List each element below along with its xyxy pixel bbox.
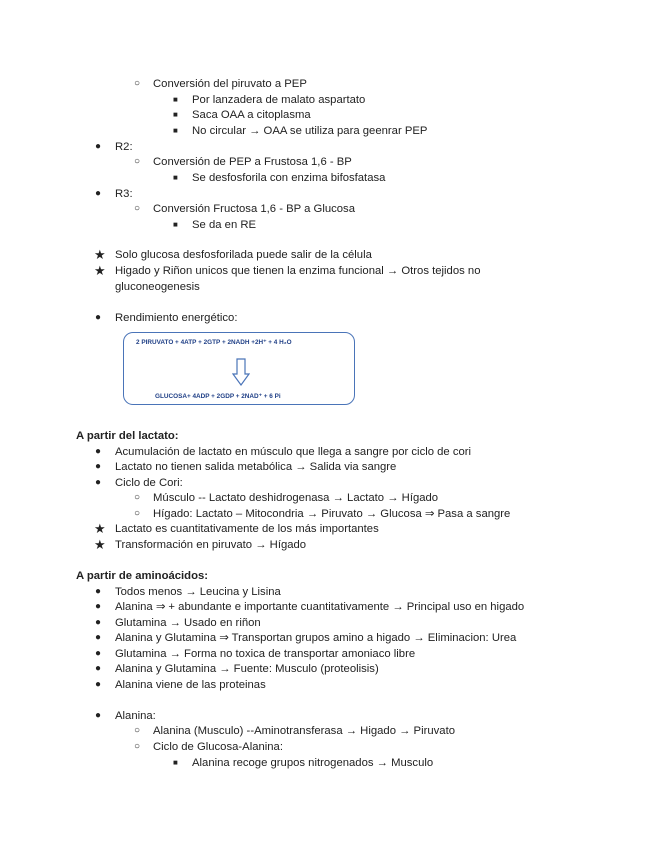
list-bullet: ●: [95, 141, 102, 152]
list-item-text: Solo glucosa desfosforilada puede salir de la célula: [115, 249, 372, 261]
diagram-products: GLUCOSA+ 4ADP + 2GDP + 2NAD⁺ + 6 Pi: [155, 393, 281, 400]
list-bullet: ○: [134, 741, 141, 752]
list-item-text: Lactato es cuantitativamente de los más importantes: [115, 523, 379, 535]
list-bullet: ●: [95, 586, 102, 597]
list-item-text: Conversión de PEP a Frustosa 1,6 - BP: [153, 156, 352, 168]
list-item-text: Higado y Riñon unicos que tienen la enzima funcional → Otros tejidos no: [115, 265, 481, 277]
list-bullet: ●: [95, 312, 102, 323]
section-heading-lactato: A partir del lactato:: [76, 430, 179, 442]
list-item-text-continued: gluconeogenesis: [115, 281, 200, 293]
list-bullet: ○: [134, 78, 141, 89]
list-item-text: Alanina:: [115, 710, 156, 722]
list-item-text: Hígado: Lactato – Mitocondria → Piruvato → Glucosa ⇒ Pasa a sangre: [153, 508, 511, 520]
down-arrow-icon: [232, 358, 250, 386]
list-bullet: ○: [134, 725, 141, 736]
list-item-text: Lactato no tienen salida metabólica → Salida via sangre: [115, 461, 397, 473]
star-bullet: ★: [94, 263, 106, 278]
list-item-text: Rendimiento energético:: [115, 312, 238, 324]
list-item-text: R2:: [115, 141, 133, 153]
star-bullet: ★: [94, 537, 106, 552]
list-item-text: Músculo -- Lactato deshidrogenasa → Lactato → Hígado: [153, 492, 439, 504]
list-item-text: No circular → OAA se utiliza para geenrar PEP: [192, 125, 428, 137]
list-bullet: ■: [173, 126, 178, 135]
list-bullet: ●: [95, 648, 102, 659]
list-item-text: Transformación en piruvato → Hígado: [115, 539, 307, 551]
list-item-text: Conversión del piruvato a PEP: [153, 78, 307, 90]
list-item-text: Alanina ⇒ + abundante e importante cuantitativamente → Principal uso en higado: [115, 601, 525, 613]
list-item-text: Alanina viene de las proteinas: [115, 679, 266, 691]
list-item-text: Glutamina → Forma no toxica de transportar amoniaco libre: [115, 648, 416, 660]
list-bullet: ○: [134, 492, 141, 503]
list-bullet: ○: [134, 203, 141, 214]
list-bullet: ●: [95, 710, 102, 721]
list-item-text: Alanina y Glutamina ⇒ Transportan grupos amino a higado → Eliminacion: Urea: [115, 632, 517, 644]
list-bullet: ■: [173, 220, 178, 229]
list-bullet: ○: [134, 156, 141, 167]
list-bullet: ●: [95, 446, 102, 457]
list-bullet: ●: [95, 663, 102, 674]
list-bullet: ■: [173, 110, 178, 119]
diagram-reactants: 2 PIRUVATO + 4ATP + 2GTP + 2NADH +2H⁺ + 4 H₂O: [136, 339, 292, 346]
list-item-text: Ciclo de Glucosa-Alanina:: [153, 741, 283, 753]
list-item-text: Por lanzadera de malato aspartato: [192, 94, 366, 106]
list-item-text: Saca OAA a citoplasma: [192, 109, 311, 121]
list-item-text: Alanina recoge grupos nitrogenados → Musculo: [192, 757, 434, 769]
list-bullet: ■: [173, 95, 178, 104]
star-bullet: ★: [94, 521, 106, 536]
star-bullet: ★: [94, 247, 106, 262]
list-item-text: Todos menos → Leucina y Lisina: [115, 586, 281, 598]
list-item-text: Glutamina → Usado en riñon: [115, 617, 261, 629]
list-bullet: ○: [134, 508, 141, 519]
list-bullet: ■: [173, 173, 178, 182]
list-bullet: ●: [95, 617, 102, 628]
list-bullet: ●: [95, 601, 102, 612]
energy-yield-diagram: [123, 332, 355, 405]
list-item-text: R3:: [115, 188, 133, 200]
section-heading-aminoacidos: A partir de aminoácidos:: [76, 570, 209, 582]
list-bullet: ●: [95, 632, 102, 643]
list-item-text: Alanina y Glutamina → Fuente: Musculo (proteolisis): [115, 663, 379, 675]
list-item-text: Alanina (Musculo) --Aminotransferasa → Higado → Piruvato: [153, 725, 455, 737]
list-item-text: Conversión Fructosa 1,6 - BP a Glucosa: [153, 203, 355, 215]
list-bullet: ●: [95, 477, 102, 488]
list-item-text: Se desfosforila con enzima bifosfatasa: [192, 172, 386, 184]
list-bullet: ●: [95, 461, 102, 472]
list-bullet: ●: [95, 188, 102, 199]
list-item-text: Acumulación de lactato en músculo que llega a sangre por ciclo de cori: [115, 446, 472, 458]
list-item-text: Ciclo de Cori:: [115, 477, 183, 489]
list-bullet: ●: [95, 679, 102, 690]
list-bullet: ■: [173, 758, 178, 767]
list-item-text: Se da en RE: [192, 219, 257, 231]
